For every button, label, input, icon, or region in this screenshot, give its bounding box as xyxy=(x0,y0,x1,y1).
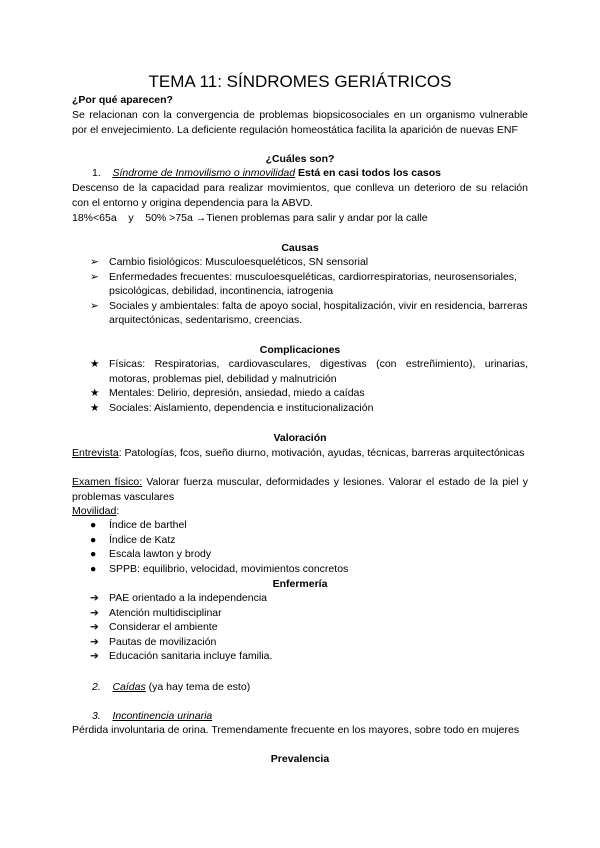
list-item: ➢ Sociales y ambientales: falta de apoyo social, hospitalización, vivir en residencia, barreras arquitectónicas, sedentarismo, creencias. xyxy=(90,299,528,327)
list-item: ➢ Cambio fisiológicos: Musculoesqueléticos, SN sensorial xyxy=(90,256,369,268)
complicaciones-list xyxy=(72,357,528,415)
item1-note: Está en casi todos los casos xyxy=(298,167,442,179)
arrow-right-icon: ➔ xyxy=(90,635,99,648)
arrow-right-icon: ➔ xyxy=(90,650,99,663)
causas-heading: Causas xyxy=(281,242,319,254)
item3-line xyxy=(72,709,548,724)
movilidad-label-line: Movilidad: xyxy=(72,505,120,517)
prevalencia-heading: Prevalencia xyxy=(270,753,330,765)
item2-number: 2. xyxy=(92,681,101,693)
arrow-right-icon: ➔ xyxy=(90,592,99,604)
bullet-icon: ● xyxy=(90,519,97,531)
list-item: ● Escala lawton y brody xyxy=(90,548,212,561)
item3-number: 3. xyxy=(92,710,101,722)
star-icon: ★ xyxy=(90,401,100,414)
arrow-right-icon: ➔ xyxy=(90,621,99,634)
examen-label: Examen físico: xyxy=(72,476,143,488)
list-item: ● Índice de barthel xyxy=(90,519,187,531)
bullet-icon: ● xyxy=(90,562,97,575)
list-item: ➔ Pautas de movilización xyxy=(90,635,217,648)
incontinencia-text: Pérdida involuntaria de orina. Tremendamente frecuente en los mayores, sobre todo en mujeres xyxy=(72,724,520,736)
entrevista-paragraph: Entrevista: Patologías, fcos, sueño diurno, motivación, ayudas, técnicas, barreras arquitectónicas xyxy=(72,447,525,459)
why-text: Se relacionan con la convergencia de problemas biopsicosociales en un organismo vulnerable por el envejecimiento. La deficiente regulación homeostática facilita la aparición de nuevas ENF xyxy=(72,109,528,136)
item1-stats: 18%<65a y 50% >75a →Tienen problemas para salir y andar por la calle xyxy=(72,212,428,224)
list-item: ➢ Enfermedades frecuentes: musculoesqueléticas, cardiorrespiratorias, neurosensoriales, psicológicas, debilidad, incontinencia, iatrogenia xyxy=(90,270,517,298)
movilidad-list xyxy=(72,518,528,576)
list-item: ➔ PAE orientado a la independencia xyxy=(90,592,268,604)
bullet-icon: ● xyxy=(90,533,97,546)
valoracion-heading: Valoración xyxy=(273,432,327,444)
enfermeria-list xyxy=(72,591,528,664)
examen-paragraph: Examen físico: Valorar fuerza muscular, deformidades y lesiones. Valorar el estado de la piel y problemas vasculares xyxy=(72,476,528,503)
which-heading: ¿Cuáles son? xyxy=(265,153,335,165)
arrowhead-icon: ➢ xyxy=(90,299,99,312)
list-item: ★ Físicas: Respiratorias, cardiovasculares, digestivas (con estreñimiento), urinarias, motoras, problemas piel, debilidad y malnutrición xyxy=(90,358,528,385)
item2-note: (ya hay tema de esto) xyxy=(145,681,251,693)
entrevista-label: Entrevista xyxy=(72,447,119,459)
list-item: ➔ Atención multidisciplinar xyxy=(90,606,222,619)
star-icon: ★ xyxy=(90,358,100,370)
list-item: ● Índice de Katz xyxy=(90,533,176,546)
list-item: ★ Sociales: Aislamiento, dependencia e institucionalización xyxy=(90,401,374,414)
list-item: ● SPPB: equilibrio, velocidad, movimientos concretos xyxy=(90,562,349,575)
item2-title: Caídas xyxy=(112,681,146,693)
arrowhead-icon: ➢ xyxy=(90,270,99,283)
why-heading: ¿Por qué aparecen? xyxy=(72,94,173,106)
item1-description: Descenso de la capacidad para realizar movimientos, que conlleva un deterioro de su relación con el entorno y origina dependencia para la ABVD. xyxy=(72,182,528,209)
item3-title: Incontinencia urinaria xyxy=(112,710,213,722)
item2-line xyxy=(72,680,548,695)
causas-list xyxy=(72,255,528,328)
arrow-right-icon: ➔ xyxy=(90,606,99,619)
page-title: TEMA 11: SÍNDROMES GERIÁTRICOS xyxy=(148,72,452,91)
item1-number: 1. xyxy=(92,167,101,179)
item1-title: Síndrome de Inmovilismo o inmovilidad xyxy=(112,167,296,179)
complicaciones-heading: Complicaciones xyxy=(259,344,341,356)
arrowhead-icon: ➢ xyxy=(90,256,99,268)
movilidad-label: Movilidad xyxy=(72,505,117,517)
bullet-icon: ● xyxy=(90,548,97,561)
item1-line xyxy=(72,166,548,181)
list-item: ➔ Considerar el ambiente xyxy=(90,621,218,634)
list-item: ➔ Educación sanitaria incluye familia. xyxy=(90,650,273,663)
list-item: ★ Mentales: Delirio, depresión, ansiedad, miedo a caídas xyxy=(90,387,365,400)
star-icon: ★ xyxy=(90,387,100,400)
enfermeria-heading: Enfermería xyxy=(272,578,328,590)
